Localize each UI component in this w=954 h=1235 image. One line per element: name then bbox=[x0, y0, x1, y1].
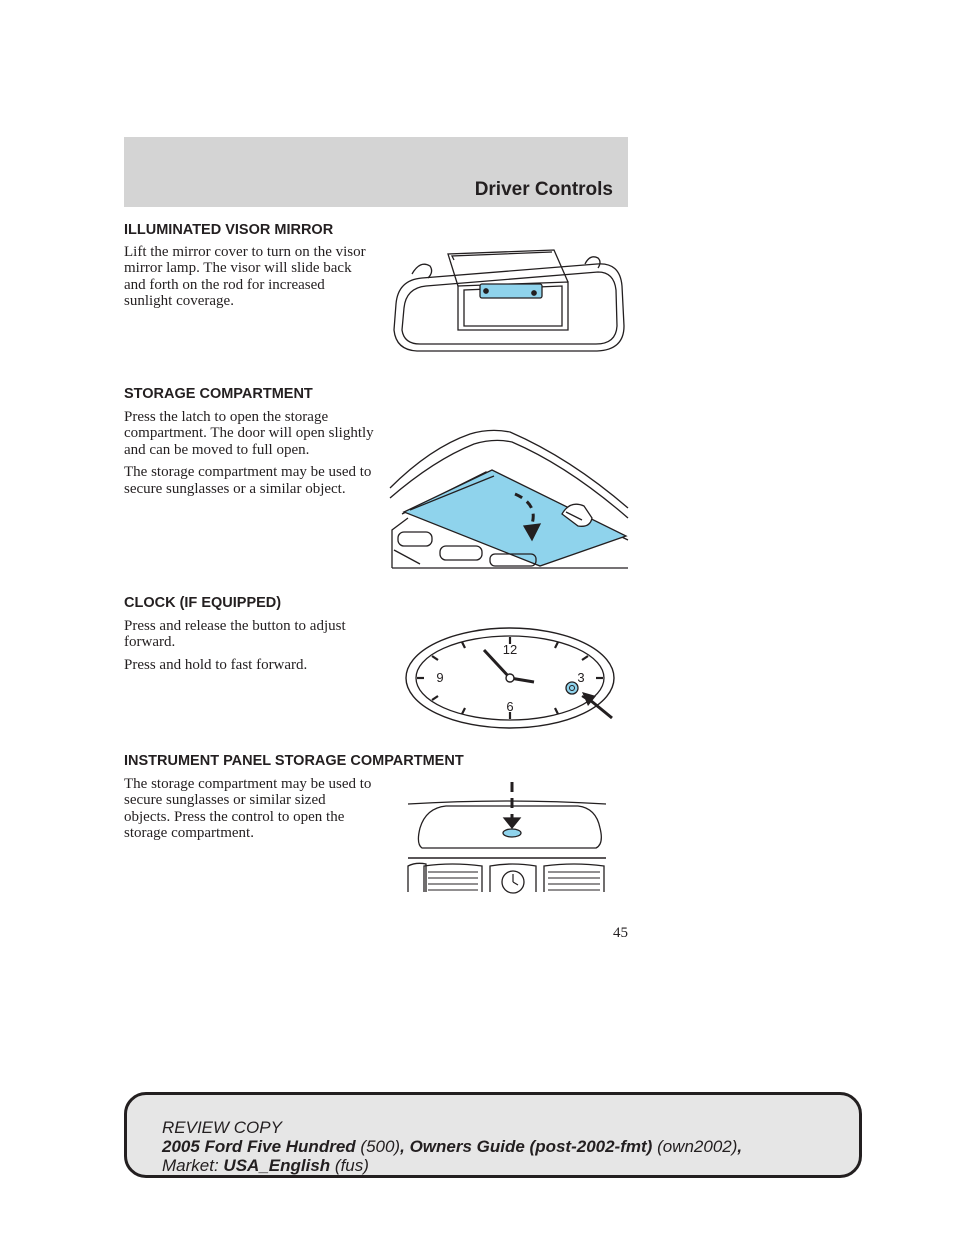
clock-illustration bbox=[404, 626, 616, 736]
paragraph: Press and release the button to adjust forward. bbox=[124, 618, 346, 651]
text-visor-mirror bbox=[124, 244, 374, 316]
footer-sep: , bbox=[400, 1137, 405, 1156]
footer-model: 2005 Ford Five Hundred bbox=[162, 1137, 356, 1156]
paragraph: Press and hold to fast forward. bbox=[124, 656, 308, 673]
visor-mirror-illustration bbox=[392, 250, 628, 356]
footer-line-two bbox=[162, 1137, 742, 1156]
footer-sep: , bbox=[737, 1137, 743, 1156]
paragraph: Lift the mirror cover to turn on the visor mirror lamp. The visor will slide back and forth on the rod for increased sunlight coverage. bbox=[124, 244, 366, 310]
footer-market-label: Market: bbox=[162, 1156, 219, 1175]
heading-clock: CLOCK (IF EQUIPPED) bbox=[124, 595, 282, 611]
heading-storage-compartment: STORAGE COMPARTMENT bbox=[124, 386, 313, 402]
footer-line-three bbox=[162, 1156, 742, 1175]
text-storage-compartment bbox=[124, 409, 374, 503]
page-number: 45 bbox=[613, 925, 628, 941]
text-clock bbox=[124, 618, 374, 679]
paragraph: Press the latch to open the storage compartment. The door will open slightly and can be moved to full open. bbox=[124, 409, 374, 458]
text-instrument-panel-storage bbox=[124, 776, 374, 848]
paragraph: The storage compartment may be used to secure sunglasses or similar sized objects. Press the control to open the storage compartment. bbox=[124, 776, 372, 842]
clock-label-twelve: 12 bbox=[502, 642, 518, 657]
footer-market-code: (fus) bbox=[334, 1156, 369, 1175]
footer-market: USA_English bbox=[223, 1156, 331, 1175]
clock-label-three: 3 bbox=[577, 670, 585, 685]
paragraph: The storage compartment may be used to secure sunglasses or a similar object. bbox=[124, 464, 372, 497]
heading-instrument-panel-storage: INSTRUMENT PANEL STORAGE COMPARTMENT bbox=[124, 753, 464, 769]
storage-compartment-illustration bbox=[390, 428, 630, 570]
section-header-band bbox=[124, 137, 628, 207]
clock-label-six: 6 bbox=[506, 699, 514, 714]
instrument-panel-storage-illustration bbox=[406, 782, 608, 894]
footer-model-code: (500) bbox=[360, 1137, 401, 1156]
footer-guide: Owners Guide (post-2002-fmt) bbox=[409, 1137, 653, 1156]
section-title: Driver Controls bbox=[474, 179, 613, 200]
heading-visor-mirror: ILLUMINATED VISOR MIRROR bbox=[124, 222, 334, 238]
footer-review-copy: REVIEW COPY bbox=[162, 1118, 282, 1137]
footer-text bbox=[162, 1118, 742, 1175]
clock-label-nine: 9 bbox=[436, 670, 444, 685]
footer-guide-code: (own2002) bbox=[657, 1137, 738, 1156]
